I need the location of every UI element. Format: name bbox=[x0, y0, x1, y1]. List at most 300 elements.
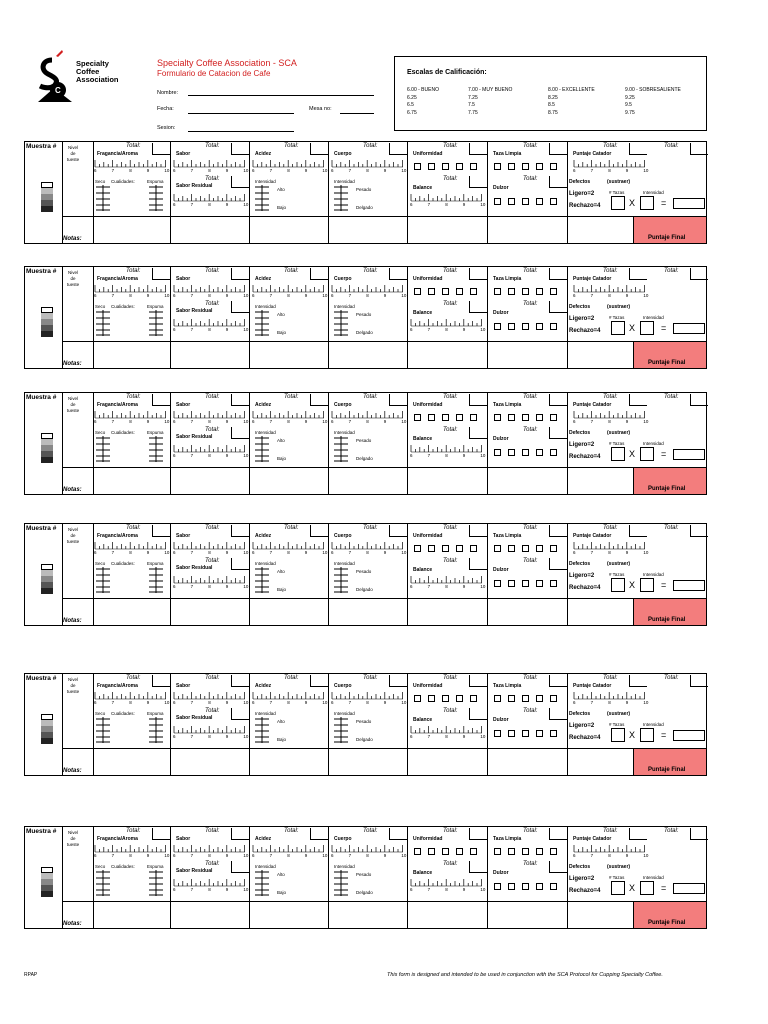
espuma-label: Espuma bbox=[147, 304, 164, 309]
ruler-tick-label: 6 bbox=[573, 550, 576, 555]
total-box[interactable] bbox=[469, 525, 487, 537]
intensity-scale-icon[interactable] bbox=[149, 185, 163, 211]
cup-checkbox[interactable] bbox=[550, 883, 557, 890]
total-box[interactable] bbox=[231, 427, 249, 439]
cup-checkbox[interactable] bbox=[456, 414, 463, 421]
ruler-tick-label: 10 bbox=[164, 419, 170, 424]
cup-checkbox[interactable] bbox=[536, 695, 543, 702]
cup-checkbox[interactable] bbox=[536, 730, 543, 737]
taza-limpia-label: Taza Limpia bbox=[493, 683, 522, 689]
cup-checkbox[interactable] bbox=[414, 288, 421, 295]
intensity-scale-icon[interactable] bbox=[149, 436, 163, 462]
total-box[interactable] bbox=[629, 525, 647, 537]
cup-checkbox[interactable] bbox=[494, 848, 501, 855]
defect-result-box[interactable] bbox=[673, 323, 705, 334]
cup-checkbox[interactable] bbox=[522, 695, 529, 702]
ruler-tick-label: 6 bbox=[173, 853, 176, 858]
defect-result-box[interactable] bbox=[673, 198, 705, 209]
cup-checkbox[interactable] bbox=[522, 883, 529, 890]
total-label: Total: bbox=[443, 394, 458, 400]
puntaje-final-label: Puntaje Final bbox=[648, 235, 686, 241]
cup-checkbox[interactable] bbox=[536, 198, 543, 205]
total-label: Total: bbox=[205, 525, 220, 531]
total-box[interactable] bbox=[469, 861, 487, 873]
intensity-scale-icon[interactable] bbox=[149, 717, 163, 743]
total-box[interactable] bbox=[310, 525, 328, 537]
total-box[interactable] bbox=[389, 268, 407, 280]
total-box[interactable] bbox=[469, 675, 487, 687]
cup-checkbox[interactable] bbox=[494, 580, 501, 587]
cup-checkbox[interactable] bbox=[470, 545, 477, 552]
sesion-field[interactable] bbox=[188, 131, 294, 132]
nivel-tueste-label: Nivel de tueste bbox=[66, 396, 80, 413]
total-box[interactable] bbox=[549, 558, 567, 570]
cup-checkbox[interactable] bbox=[550, 695, 557, 702]
intensidad-label: Intensidad bbox=[255, 864, 276, 869]
total-label: Total: bbox=[443, 427, 458, 433]
balance-label: Balance bbox=[413, 567, 433, 573]
total-label: Total: bbox=[443, 268, 458, 274]
total-box[interactable] bbox=[690, 675, 708, 687]
seco-label: Seco bbox=[95, 430, 106, 435]
intensity-scale-icon[interactable] bbox=[334, 870, 348, 896]
cup-checkbox[interactable] bbox=[550, 449, 557, 456]
alto-label: Alto bbox=[277, 719, 285, 724]
cup-checkbox[interactable] bbox=[456, 848, 463, 855]
total-label: Total: bbox=[284, 143, 299, 149]
total-box[interactable] bbox=[549, 394, 567, 406]
ruler-tick-label: 10 bbox=[401, 853, 407, 858]
ruler-tick-label: 7 bbox=[590, 853, 594, 858]
intensity-scale-icon[interactable] bbox=[255, 870, 269, 896]
espuma-label: Espuma bbox=[147, 711, 164, 716]
intensidad-box[interactable] bbox=[640, 321, 654, 335]
cup-checkbox[interactable] bbox=[522, 323, 529, 330]
total-box[interactable] bbox=[231, 143, 249, 155]
cup-checkbox[interactable] bbox=[442, 288, 449, 295]
puntaje-final-box[interactable] bbox=[633, 749, 706, 775]
intensity-scale-icon[interactable] bbox=[96, 717, 110, 743]
ruler-tick-label: 9 bbox=[225, 584, 229, 589]
cup-checkbox[interactable] bbox=[508, 848, 515, 855]
ruler-tick-label: 8 bbox=[208, 419, 211, 424]
ruler-tick-label: 10 bbox=[164, 700, 170, 705]
total-box[interactable] bbox=[152, 394, 170, 406]
total-box[interactable] bbox=[629, 675, 647, 687]
nivel-tueste-label: Nivel de tueste bbox=[66, 677, 80, 694]
total-box[interactable] bbox=[469, 176, 487, 188]
cup-checkbox[interactable] bbox=[456, 545, 463, 552]
intensity-scale-icon[interactable] bbox=[149, 870, 163, 896]
total-box[interactable] bbox=[310, 675, 328, 687]
puntaje-final-box[interactable] bbox=[633, 468, 706, 494]
total-box[interactable] bbox=[231, 176, 249, 188]
ruler-tick-label: 7 bbox=[269, 550, 273, 555]
intensidad-box[interactable] bbox=[640, 578, 654, 592]
cup-checkbox[interactable] bbox=[428, 545, 435, 552]
total-label: Total: bbox=[523, 427, 538, 433]
intensity-scale-icon[interactable] bbox=[334, 717, 348, 743]
total-box[interactable] bbox=[469, 268, 487, 280]
cup-checkbox[interactable] bbox=[522, 848, 529, 855]
tazas-label: # Tazas bbox=[609, 190, 625, 195]
intensity-scale-icon[interactable] bbox=[255, 310, 269, 336]
ruler-tick-label: 9 bbox=[625, 853, 629, 858]
total-box[interactable] bbox=[549, 525, 567, 537]
intensity-scale-icon[interactable] bbox=[96, 436, 110, 462]
cup-checkbox[interactable] bbox=[550, 288, 557, 295]
total-box[interactable] bbox=[549, 708, 567, 720]
alto-label: Alto bbox=[277, 438, 285, 443]
ruler-tick-label: 9 bbox=[225, 202, 229, 207]
ruler-tick-label: 9 bbox=[462, 734, 466, 739]
total-label: Total: bbox=[523, 176, 538, 182]
total-box[interactable] bbox=[469, 708, 487, 720]
intensity-scale-icon[interactable] bbox=[96, 870, 110, 896]
tazas-box[interactable] bbox=[611, 447, 625, 461]
cup-checkbox[interactable] bbox=[456, 163, 463, 170]
defect-result-box[interactable] bbox=[673, 730, 705, 741]
total-box[interactable] bbox=[549, 176, 567, 188]
cup-checkbox[interactable] bbox=[536, 449, 543, 456]
cup-checkbox[interactable] bbox=[508, 163, 515, 170]
ruler-tick-label: 6 bbox=[573, 853, 576, 858]
cup-checkbox[interactable] bbox=[442, 695, 449, 702]
sabor-label: Sabor bbox=[176, 276, 191, 282]
tazas-label: # Tazas bbox=[609, 315, 625, 320]
cup-checkbox[interactable] bbox=[508, 323, 515, 330]
total-box[interactable] bbox=[690, 525, 708, 537]
intensidad-box[interactable] bbox=[640, 196, 654, 210]
cup-checkbox[interactable] bbox=[494, 198, 501, 205]
cup-checkbox[interactable] bbox=[522, 198, 529, 205]
cup-checkbox[interactable] bbox=[536, 288, 543, 295]
total-box[interactable] bbox=[549, 861, 567, 873]
total-box[interactable] bbox=[690, 394, 708, 406]
cup-checkbox[interactable] bbox=[522, 545, 529, 552]
ruler-tick-label: 8 bbox=[287, 550, 290, 555]
cup-checkbox[interactable] bbox=[550, 198, 557, 205]
total-box[interactable] bbox=[231, 708, 249, 720]
ruler-tick-label: 9 bbox=[225, 887, 229, 892]
nombre-field[interactable] bbox=[188, 95, 374, 96]
total-box[interactable] bbox=[389, 828, 407, 840]
ruler-tick-label: 9 bbox=[462, 584, 466, 589]
cup-checkbox[interactable] bbox=[508, 580, 515, 587]
cup-checkbox[interactable] bbox=[442, 414, 449, 421]
ruler-tick-label: 9 bbox=[383, 853, 387, 858]
roast-swatch bbox=[41, 457, 53, 463]
uniformidad-label: Uniformidad bbox=[413, 836, 443, 842]
equals-sign: = bbox=[661, 883, 667, 893]
ruler-tick-label: 6 bbox=[331, 419, 334, 424]
puntaje-final-box[interactable] bbox=[633, 342, 706, 368]
cup-checkbox[interactable] bbox=[536, 580, 543, 587]
acidez-label: Acidez bbox=[255, 402, 272, 408]
intensidad-box[interactable] bbox=[640, 447, 654, 461]
intensity-scale-icon[interactable] bbox=[255, 436, 269, 462]
total-box[interactable] bbox=[310, 143, 328, 155]
ruler-tick-label: 7 bbox=[348, 293, 352, 298]
ruler-tick-label: 7 bbox=[111, 550, 115, 555]
total-box[interactable] bbox=[469, 828, 487, 840]
cup-checkbox[interactable] bbox=[470, 848, 477, 855]
total-box[interactable] bbox=[389, 143, 407, 155]
total-box[interactable] bbox=[549, 143, 567, 155]
cup-checkbox[interactable] bbox=[470, 163, 477, 170]
cup-checkbox[interactable] bbox=[550, 414, 557, 421]
total-box[interactable] bbox=[629, 268, 647, 280]
total-box[interactable] bbox=[310, 394, 328, 406]
total-box[interactable] bbox=[549, 828, 567, 840]
equals-sign: = bbox=[661, 449, 667, 459]
intensity-scale-icon[interactable] bbox=[96, 185, 110, 211]
total-box[interactable] bbox=[549, 301, 567, 313]
ruler-tick-label: 10 bbox=[322, 293, 328, 298]
total-box[interactable] bbox=[389, 525, 407, 537]
total-box[interactable] bbox=[152, 525, 170, 537]
intensity-scale-icon[interactable] bbox=[96, 567, 110, 593]
cup-checkbox[interactable] bbox=[414, 414, 421, 421]
total-box[interactable] bbox=[629, 828, 647, 840]
cup-checkbox[interactable] bbox=[508, 449, 515, 456]
pesado-label: Pesado bbox=[356, 569, 372, 574]
total-box[interactable] bbox=[231, 675, 249, 687]
cup-checkbox[interactable] bbox=[536, 848, 543, 855]
puntaje-final-label: Puntaje Final bbox=[648, 617, 686, 623]
cup-checkbox[interactable] bbox=[494, 449, 501, 456]
total-box[interactable] bbox=[469, 427, 487, 439]
intensity-scale-icon[interactable] bbox=[334, 567, 348, 593]
cup-checkbox[interactable] bbox=[536, 414, 543, 421]
ruler-tick-label: 6 bbox=[410, 327, 413, 332]
nivel-tueste-label: Nivel de tueste bbox=[66, 145, 80, 162]
intensidad-box[interactable] bbox=[640, 881, 654, 895]
fragancia-label: Fragancia/Aroma bbox=[97, 836, 138, 842]
cup-checkbox[interactable] bbox=[508, 883, 515, 890]
cup-checkbox[interactable] bbox=[414, 163, 421, 170]
cup-checkbox[interactable] bbox=[442, 848, 449, 855]
mesa-field[interactable] bbox=[340, 113, 374, 114]
tazas-box[interactable] bbox=[611, 728, 625, 742]
total-box[interactable] bbox=[389, 394, 407, 406]
fecha-field[interactable] bbox=[188, 113, 294, 114]
total-box[interactable] bbox=[549, 268, 567, 280]
total-box[interactable] bbox=[469, 143, 487, 155]
total-box[interactable] bbox=[310, 268, 328, 280]
cup-checkbox[interactable] bbox=[428, 414, 435, 421]
cup-checkbox[interactable] bbox=[522, 288, 529, 295]
defect-result-box[interactable] bbox=[673, 580, 705, 591]
cup-checkbox[interactable] bbox=[536, 323, 543, 330]
total-box[interactable] bbox=[469, 558, 487, 570]
total-label: Total: bbox=[363, 525, 378, 531]
ruler-tick-label: 10 bbox=[243, 202, 249, 207]
puntaje-final-box[interactable] bbox=[633, 599, 706, 625]
total-box[interactable] bbox=[231, 301, 249, 313]
balance-label: Balance bbox=[413, 185, 433, 191]
cup-checkbox[interactable] bbox=[456, 288, 463, 295]
intensity-scale-icon[interactable] bbox=[149, 567, 163, 593]
tazas-box[interactable] bbox=[611, 881, 625, 895]
ruler-tick-label: 9 bbox=[625, 550, 629, 555]
cup-checkbox[interactable] bbox=[442, 545, 449, 552]
cup-checkbox[interactable] bbox=[414, 848, 421, 855]
intensity-scale-icon[interactable] bbox=[255, 185, 269, 211]
total-label: Total: bbox=[443, 558, 458, 564]
pesado-label: Pesado bbox=[356, 187, 372, 192]
ruler-tick-label: 6 bbox=[94, 550, 97, 555]
cup-checkbox[interactable] bbox=[494, 163, 501, 170]
ruler-tick-label: 9 bbox=[462, 453, 466, 458]
ruler-tick-label: 9 bbox=[462, 202, 466, 207]
ruler-tick-label: 8 bbox=[608, 168, 611, 173]
ruler-tick-label: 9 bbox=[225, 419, 229, 424]
scale-col-7: 7.00 - MUY BUENO 7.25 7.5 7.75 bbox=[468, 87, 513, 116]
intensity-scale-icon[interactable] bbox=[334, 185, 348, 211]
cup-checkbox[interactable] bbox=[522, 730, 529, 737]
total-box[interactable] bbox=[231, 828, 249, 840]
tazas-box[interactable] bbox=[611, 196, 625, 210]
ruler-tick-label: 6 bbox=[94, 419, 97, 424]
ruler-tick-label: 8 bbox=[208, 168, 211, 173]
total-box[interactable] bbox=[152, 268, 170, 280]
ruler-tick-label: 9 bbox=[225, 550, 229, 555]
cup-checkbox[interactable] bbox=[470, 414, 477, 421]
intensity-scale-icon[interactable] bbox=[149, 310, 163, 336]
puntaje-catador-label: Puntaje Catador bbox=[573, 683, 612, 689]
total-box[interactable] bbox=[231, 394, 249, 406]
total-label: Total: bbox=[363, 675, 378, 681]
intensity-scale-icon[interactable] bbox=[255, 567, 269, 593]
cup-checkbox[interactable] bbox=[550, 730, 557, 737]
intensity-scale-icon[interactable] bbox=[334, 436, 348, 462]
cup-checkbox[interactable] bbox=[536, 163, 543, 170]
total-box[interactable] bbox=[469, 301, 487, 313]
total-label: Total: bbox=[443, 176, 458, 182]
intensity-scale-icon[interactable] bbox=[96, 310, 110, 336]
cup-checkbox[interactable] bbox=[522, 414, 529, 421]
cup-checkbox[interactable] bbox=[522, 580, 529, 587]
muestra-label: Muestra # bbox=[26, 525, 57, 532]
total-box[interactable] bbox=[690, 828, 708, 840]
ruler-tick-label: 6 bbox=[94, 853, 97, 858]
intensidad-box[interactable] bbox=[640, 728, 654, 742]
total-box[interactable] bbox=[231, 861, 249, 873]
cup-checkbox[interactable] bbox=[522, 163, 529, 170]
puntaje-final-box[interactable] bbox=[633, 217, 706, 243]
cup-checkbox[interactable] bbox=[508, 695, 515, 702]
cup-checkbox[interactable] bbox=[494, 695, 501, 702]
cup-checkbox[interactable] bbox=[494, 545, 501, 552]
total-box[interactable] bbox=[231, 268, 249, 280]
cup-checkbox[interactable] bbox=[414, 695, 421, 702]
cup-checkbox[interactable] bbox=[536, 883, 543, 890]
ruler-tick-label: 8 bbox=[287, 700, 290, 705]
ruler-tick-label: 8 bbox=[287, 168, 290, 173]
cupping-sheet bbox=[24, 392, 707, 495]
cup-checkbox[interactable] bbox=[508, 730, 515, 737]
defect-result-box[interactable] bbox=[673, 883, 705, 894]
cup-checkbox[interactable] bbox=[456, 695, 463, 702]
ruler-tick-label: 7 bbox=[348, 853, 352, 858]
intensidad-def-label: Intensidad bbox=[643, 572, 664, 577]
uniformidad-label: Uniformidad bbox=[413, 402, 443, 408]
nivel-tueste-label: Nivel de tueste bbox=[66, 270, 80, 287]
total-box[interactable] bbox=[310, 828, 328, 840]
cup-checkbox[interactable] bbox=[494, 323, 501, 330]
cup-checkbox[interactable] bbox=[494, 288, 501, 295]
cup-checkbox[interactable] bbox=[508, 198, 515, 205]
cup-checkbox[interactable] bbox=[550, 848, 557, 855]
espuma-label: Espuma bbox=[147, 179, 164, 184]
cup-checkbox[interactable] bbox=[428, 695, 435, 702]
defect-result-box[interactable] bbox=[673, 449, 705, 460]
total-box[interactable] bbox=[549, 675, 567, 687]
sustraer-label: (sustraer) bbox=[607, 864, 631, 870]
ruler-tick-label: 10 bbox=[243, 734, 249, 739]
cup-checkbox[interactable] bbox=[508, 545, 515, 552]
tazas-box[interactable] bbox=[611, 321, 625, 335]
cup-checkbox[interactable] bbox=[494, 730, 501, 737]
cup-checkbox[interactable] bbox=[470, 288, 477, 295]
intensity-scale-icon[interactable] bbox=[334, 310, 348, 336]
cup-checkbox[interactable] bbox=[494, 883, 501, 890]
total-box[interactable] bbox=[152, 675, 170, 687]
ruler-tick-label: 9 bbox=[304, 168, 308, 173]
total-box[interactable] bbox=[469, 394, 487, 406]
total-label: Total: bbox=[523, 828, 538, 834]
total-box[interactable] bbox=[629, 143, 647, 155]
total-box[interactable] bbox=[690, 143, 708, 155]
cup-checkbox[interactable] bbox=[522, 449, 529, 456]
cup-checkbox[interactable] bbox=[428, 288, 435, 295]
ruler-tick-label: 6 bbox=[94, 700, 97, 705]
cup-checkbox[interactable] bbox=[550, 323, 557, 330]
total-box[interactable] bbox=[152, 143, 170, 155]
ruler-tick-label: 7 bbox=[269, 168, 273, 173]
cup-checkbox[interactable] bbox=[428, 163, 435, 170]
cup-checkbox[interactable] bbox=[550, 163, 557, 170]
cup-checkbox[interactable] bbox=[414, 545, 421, 552]
notas-label: Notas: bbox=[63, 921, 82, 927]
puntaje-final-box[interactable] bbox=[633, 902, 706, 928]
cup-checkbox[interactable] bbox=[494, 414, 501, 421]
cup-checkbox[interactable] bbox=[428, 848, 435, 855]
total-label: Total: bbox=[443, 143, 458, 149]
cup-checkbox[interactable] bbox=[442, 163, 449, 170]
cup-checkbox[interactable] bbox=[536, 545, 543, 552]
total-box[interactable] bbox=[629, 394, 647, 406]
defectos-label: Defectos bbox=[569, 430, 591, 436]
ruler-tick-label: 7 bbox=[111, 700, 115, 705]
cup-checkbox[interactable] bbox=[550, 580, 557, 587]
cup-checkbox[interactable] bbox=[508, 414, 515, 421]
tazas-box[interactable] bbox=[611, 578, 625, 592]
total-label: Total: bbox=[205, 828, 220, 834]
cup-checkbox[interactable] bbox=[508, 288, 515, 295]
total-box[interactable] bbox=[152, 828, 170, 840]
intensity-scale-icon[interactable] bbox=[255, 717, 269, 743]
total-box[interactable] bbox=[389, 675, 407, 687]
total-box[interactable] bbox=[231, 525, 249, 537]
cup-checkbox[interactable] bbox=[550, 545, 557, 552]
total-box[interactable] bbox=[231, 558, 249, 570]
total-box[interactable] bbox=[549, 427, 567, 439]
cup-checkbox[interactable] bbox=[470, 695, 477, 702]
ruler-tick-label: 6 bbox=[173, 550, 176, 555]
total-box[interactable] bbox=[690, 268, 708, 280]
